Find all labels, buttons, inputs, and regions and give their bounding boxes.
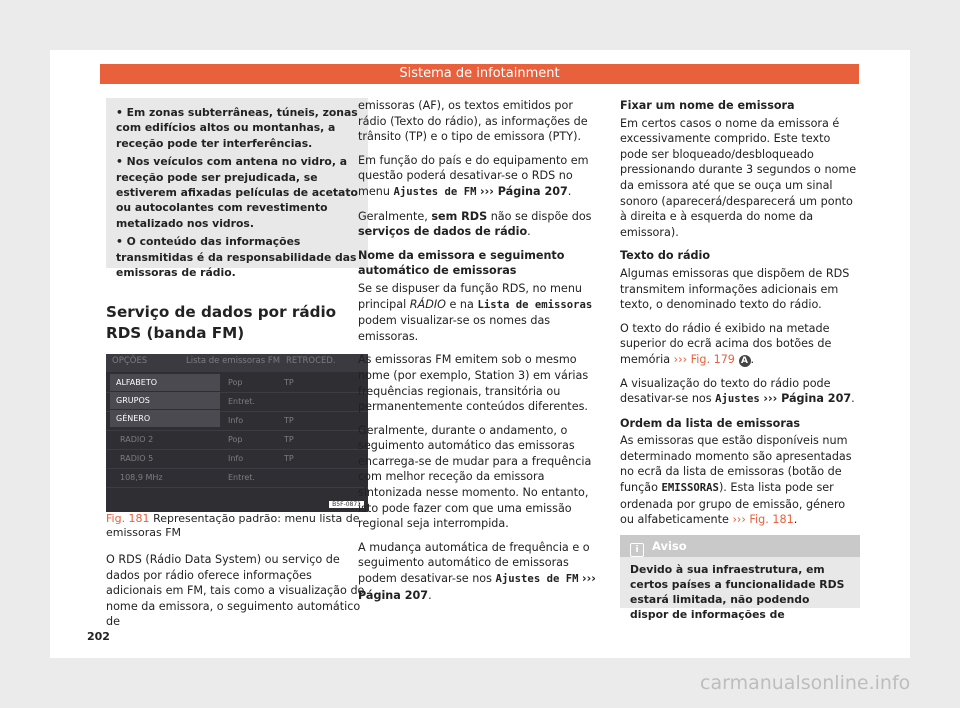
menu-name: Lista de emissoras bbox=[477, 298, 593, 311]
screen-row: 108,9 MHz Entret. bbox=[106, 469, 368, 488]
callout-a-badge: A bbox=[739, 355, 751, 367]
page-link[interactable]: ››› Página 207 bbox=[480, 184, 568, 198]
screen-tab-bar bbox=[106, 354, 368, 372]
warning-item: • O conteúdo das informações transmitidas é da responsabilidade das emissoras de rádio. bbox=[116, 235, 357, 280]
paragraph: O RDS (Rádio Data System) ou serviço de dados por rádio oferece informações adicionais em FM, tais como a visualização do nome da emissora, o seguimento automático de bbox=[106, 553, 365, 629]
paragraph: Em função do país e do equipamento em questão poderá desativar-se o RDS no menu Ajustes de FM ››› Página 207. bbox=[358, 153, 589, 198]
page-number: 202 bbox=[87, 630, 110, 643]
screen-row: RADIO 5 Info TP bbox=[106, 450, 368, 469]
notice-text: Devido à sua infraestrutura, em certos países a funcionalidade RDS estará limitada, não podendo dispor de informações de bbox=[630, 563, 845, 621]
screen-row: Info TP bbox=[106, 412, 368, 431]
figure-station-list-screen bbox=[106, 354, 368, 512]
section-title: Serviço de dados por rádio RDS (banda FM) bbox=[106, 303, 337, 342]
figure-caption-text: Representação padrão: menu lista de emissoras FM bbox=[106, 512, 360, 539]
tab-options: OPÇÕES bbox=[112, 356, 148, 366]
subheading: Fixar um nome de emissora bbox=[620, 99, 795, 112]
paragraph: A visualização do texto do rádio pode desativar-se nos Ajustes ››› Página 207. bbox=[620, 376, 855, 406]
paragraph: emissoras (AF), os textos emitidos por rádio (Texto do rádio), as informações de trânsito (TP) e o tipo de emissora (PTY). bbox=[358, 99, 588, 144]
page-link[interactable]: ››› Página 207 bbox=[763, 392, 852, 406]
paragraph: As emissoras FM emitem sob o mesmo nome (por exemplo, Station 3) em várias frequências regionais, transitória ou permanentemente conteúdos diferentes. bbox=[358, 353, 589, 414]
menu-name: Ajustes de FM bbox=[495, 573, 579, 586]
subheading: Ordem da lista de emissoras bbox=[620, 416, 801, 430]
info-icon: i bbox=[630, 543, 644, 557]
paragraph: As emissoras que estão disponíveis num determinado momento são apresentadas no ecrã da lista de emissoras (botão de função EMISSORAS). Esta lista pode ser ordenada por grupo de emissão, género ou alfabeticamente ››› Fig. 181. bbox=[620, 434, 852, 527]
screen-row: Entret. bbox=[106, 393, 368, 412]
figure-label: Fig. 181 bbox=[106, 512, 150, 525]
paragraph: A mudança automática de frequência e o seguimento automático de emissoras podem desativar-se nos Ajustes de FM ››› Página 207. bbox=[358, 540, 596, 602]
subheading: Nome da emissora e seguimento automático de emissoras bbox=[358, 248, 565, 278]
notice-header bbox=[620, 535, 860, 557]
screen-row: Pop TP bbox=[106, 374, 368, 393]
menu-item-genre: GÉNERO bbox=[110, 410, 220, 428]
tab-fm-list: Lista de emissoras FM bbox=[186, 356, 281, 366]
warning-item: • Em zonas subterrâneas, túneis, zonas com edifícios altos ou montanhas, a receção pode ter interferências. bbox=[116, 106, 358, 150]
column-3 bbox=[620, 98, 860, 536]
watermark: carmanualsonline.info bbox=[700, 672, 911, 694]
notice-title: Aviso bbox=[652, 539, 687, 553]
paragraph: Algumas emissoras que dispõem de RDS transmitem informações adicionais em texto, o denominado texto do rádio. bbox=[620, 266, 850, 312]
paragraph: Geralmente, sem RDS não se dispõe dos serviços de dados de rádio. bbox=[358, 209, 592, 239]
paragraph: O texto do rádio é exibido na metade superior do ecrã acima dos botões de memória ››› Fig. 179 A . bbox=[620, 321, 832, 366]
page-link[interactable]: ››› Página 207 bbox=[358, 572, 596, 602]
menu-item-groups: GRUPOS bbox=[110, 392, 220, 410]
menu-name: Ajustes bbox=[715, 393, 760, 406]
tab-back: RETROCED. bbox=[286, 356, 336, 366]
paragraph: Se se dispuser da função RDS, no menu principal RÁDIO e na Lista de emissoras podem visualizar-se os nomes das emissoras. bbox=[358, 281, 593, 343]
menu-name: EMISSORAS bbox=[661, 482, 719, 495]
figure-code: B5F-0871 bbox=[329, 501, 364, 508]
warning-item: • Nos veículos com antena no vidro, a receção pode ser prejudicada, se estiverem afixadas películas de acetato ou autocolantes com revestimento metalizado nos vidros. bbox=[116, 155, 358, 230]
notice-box bbox=[620, 535, 860, 621]
paragraph: Em certos casos o nome da emissora é excessivamente comprido. Este texto pode ser bloqueado/desbloqueado pressionando durante 3 segundos o nome da emissora até que se ouça um sinal sonoro (aparecerá/desparecerá um ponto à direita e à esquerda do nome da emissora). bbox=[620, 116, 857, 239]
chapter-header bbox=[100, 64, 859, 84]
paragraph: Geralmente, durante o andamento, o seguimento automático das emissoras encarrega-se de mudar para a frequência com melhor receção da emissora sintonizada nesse momento. No entanto, isto pode fazer com que uma emissão regional seja interrompida. bbox=[358, 423, 592, 531]
menu-item-alphabet: ALFABETO bbox=[110, 374, 220, 392]
subheading: Texto do rádio bbox=[620, 249, 711, 263]
figure-caption bbox=[106, 512, 368, 540]
figure-link[interactable]: ››› Fig. 179 bbox=[673, 352, 735, 366]
figure-link[interactable]: ››› Fig. 181 bbox=[732, 513, 794, 527]
warning-list-box bbox=[106, 98, 368, 280]
screen-row: RADIO 2 Pop TP bbox=[106, 431, 368, 450]
chapter-title: Sistema de infotainment bbox=[399, 66, 560, 81]
column-1-body bbox=[106, 552, 368, 638]
screen-options-menu bbox=[110, 374, 220, 428]
column-2 bbox=[358, 98, 600, 611]
menu-name: Ajustes de FM bbox=[393, 185, 477, 198]
